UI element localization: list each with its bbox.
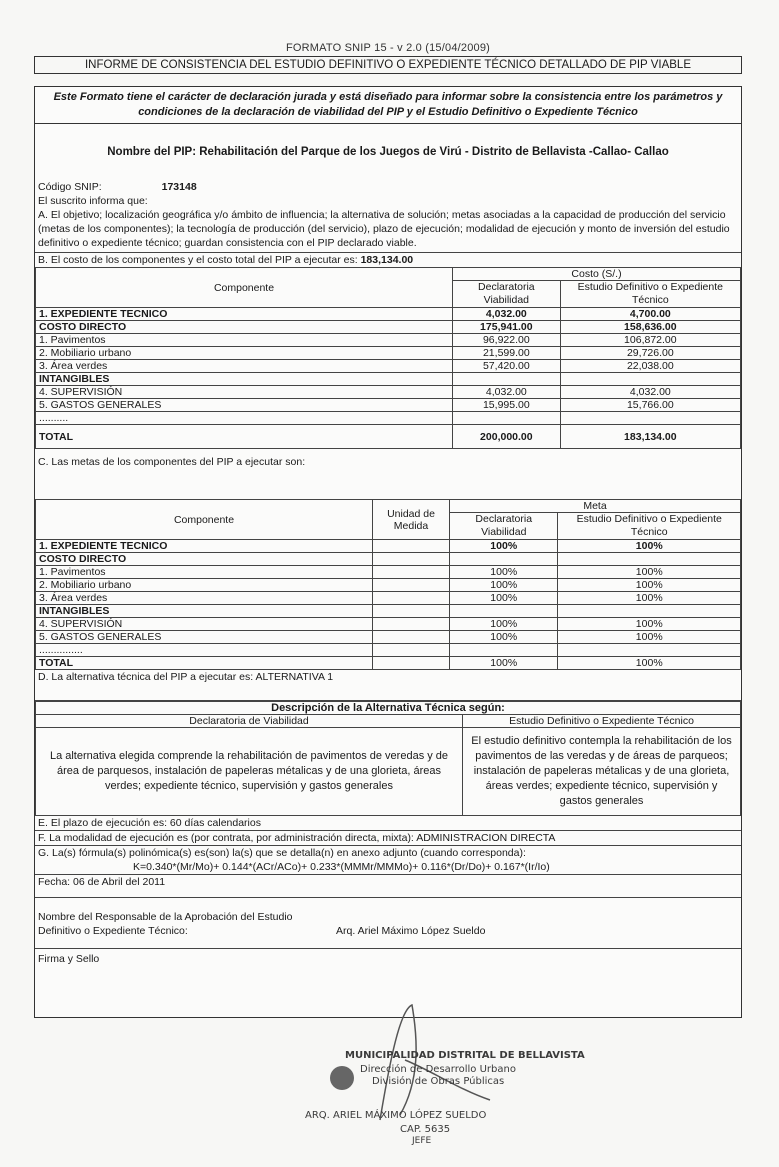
desc-header-decl: Declaratoria de Viabilidad: [36, 715, 463, 728]
meta-cell-est: 100%: [558, 579, 741, 592]
meta-total-est: 100%: [558, 657, 741, 670]
section-f-text: F. La modalidad de ejecución es (por contrata, por administración directa, mixta): ADMINISTRACION DIRECTA: [35, 831, 741, 846]
section-b-label: B. El costo de los componentes y el costo total del PIP a ejecutar es:: [38, 254, 358, 266]
meta-cell-est: 100%: [558, 540, 741, 553]
document-page: [34, 42, 742, 1018]
stamp-signature-name: ARQ. ARIEL MÁXIMO LÓPEZ SUELDO: [305, 1110, 487, 1121]
cost-cell-decl: 4,032.00: [453, 386, 561, 399]
cost-cell-est: 22,038.00: [560, 360, 740, 373]
desc-decl-text: La alternativa elegida comprende la rehabilitación de pavimentos de veredas y de área de parquesos, instalación de papeleras métalicas y de una glorieta, áreas verdes; expediente técnico, supervisión y gastos generales: [36, 728, 463, 816]
cost-header-decl: Declaratoria Viabilidad: [453, 281, 561, 308]
meta-cell-decl: 100%: [450, 631, 558, 644]
meta-row: [36, 618, 741, 631]
cost-row: [36, 308, 741, 321]
fecha-text: Fecha: 06 de Abril del 2011: [35, 875, 741, 898]
cost-cell-label: 2. Mobiliario urbano: [36, 347, 453, 360]
meta-cell-unidad: [373, 605, 450, 618]
cost-total-decl: 200,000.00: [453, 425, 561, 449]
cost-row: [36, 360, 741, 373]
meta-header-decl: Declaratoria Viabilidad: [450, 513, 558, 540]
intro-text: Este Formato tiene el carácter de declaración jurada y está diseñado para informar sobre la consistencia entre los parámetros y condiciones de la declaración de viabilidad del PIP y el Estudio Definitivo o Expediente Técnico: [35, 87, 741, 124]
stamp-cap: CAP. 5635: [400, 1124, 451, 1135]
meta-cell-decl: 100%: [450, 579, 558, 592]
meta-table: [35, 499, 741, 670]
codigo-snip-value: 173148: [161, 181, 197, 193]
meta-header-meta: Meta: [450, 500, 741, 513]
meta-cell-est: 100%: [558, 618, 741, 631]
meta-cell-decl: [450, 553, 558, 566]
signature-stroke: [380, 1005, 490, 1120]
cost-cell-decl: 175,941.00: [453, 321, 561, 334]
meta-row: [36, 631, 741, 644]
responsable-label: Nombre del Responsable de la Aprobación del Estudio Definitivo o Expediente Técnico:: [38, 911, 293, 937]
cost-cell-label: COSTO DIRECTO: [36, 321, 453, 334]
cost-cell-decl: [453, 412, 561, 425]
codigo-snip-label: Código SNIP:: [38, 181, 102, 193]
cost-cell-label: 3. Área verdes: [36, 360, 453, 373]
cost-cell-est: 4,032.00: [560, 386, 740, 399]
meta-header-estudio: Estudio Definitivo o Expediente Técnico: [558, 513, 741, 540]
cost-cell-label: 1. EXPEDIENTE TECNICO: [36, 308, 453, 321]
cost-row: [36, 321, 741, 334]
cost-row: [36, 373, 741, 386]
meta-row: [36, 566, 741, 579]
meta-row: [36, 540, 741, 553]
meta-cell-est: 100%: [558, 566, 741, 579]
pip-name: Nombre del PIP: Rehabilitación del Parque de los Juegos de Virú - Distrito de Bellavista -Callao- Callao: [107, 146, 669, 158]
meta-row: [36, 579, 741, 592]
firma-label: Firma y Sello: [38, 953, 100, 965]
stamp-line-1: MUNICIPALIDAD DISTRITAL DE BELLAVISTA: [345, 1050, 585, 1061]
meta-cell-unidad: [373, 631, 450, 644]
cost-cell-label: ..........: [36, 412, 453, 425]
main-form: [34, 86, 742, 1018]
meta-cell-est: [558, 605, 741, 618]
cost-cell-decl: 96,922.00: [453, 334, 561, 347]
cost-total-label: TOTAL: [36, 425, 453, 449]
section-b-value: 183,134.00: [360, 254, 414, 266]
meta-cell-label: COSTO DIRECTO: [36, 553, 373, 566]
responsable-row: [35, 898, 741, 949]
meta-cell-label: INTANGIBLES: [36, 605, 373, 618]
cost-row: [36, 347, 741, 360]
cost-cell-label: INTANGIBLES: [36, 373, 453, 386]
cost-header-costo: Costo (S/.): [453, 268, 741, 281]
cost-row: [36, 386, 741, 399]
meta-cell-decl: 100%: [450, 618, 558, 631]
cost-cell-est: 29,726.00: [560, 347, 740, 360]
cost-header-component: Componente: [36, 268, 453, 308]
cost-row: [36, 334, 741, 347]
desc-est-text: El estudio definitivo contempla la rehabilitación de los pavimentos de las veredas y de áreas de parqueos; instalación de papeleras métalicas y de una glorieta, áreas verdes; expediente técnico, supervisión y gastos generales: [463, 728, 741, 816]
meta-cell-decl: 100%: [450, 566, 558, 579]
meta-cell-unidad: [373, 618, 450, 631]
meta-total-unidad: [373, 657, 450, 670]
cost-cell-label: 5. GASTOS GENERALES: [36, 399, 453, 412]
stamp-jefe: JEFE: [412, 1136, 432, 1146]
section-b-line: [35, 252, 741, 267]
stamp-line-2: Dirección de Desarrollo Urbano: [360, 1064, 516, 1075]
meta-cell-est: 100%: [558, 592, 741, 605]
meta-total-label: TOTAL: [36, 657, 373, 670]
section-a-text: A. El objetivo; localización geográfica y/o ámbito de influencia; la alternativa de solución; metas asociadas a la capacidad de producción del servicio (metas de los componentes); la tecnología de producción (del servicio), plazo de ejecución; modalidad de ejecución y monto de inversión del estudio definitivo o expediente técnico; guardan consistencia con el PIP declarado viable.: [38, 209, 730, 249]
meta-cell-est: [558, 553, 741, 566]
cost-cell-est: [560, 373, 740, 386]
meta-cell-label: 2. Mobiliario urbano: [36, 579, 373, 592]
section-c-text: C. Las metas de los componentes del PIP a ejecutar son:: [38, 456, 306, 468]
meta-total-decl: 100%: [450, 657, 558, 670]
meta-cell-est: [558, 644, 741, 657]
cost-cell-decl: 4,032.00: [453, 308, 561, 321]
meta-cell-decl: 100%: [450, 592, 558, 605]
report-title: INFORME DE CONSISTENCIA DEL ESTUDIO DEFINITIVO O EXPEDIENTE TÉCNICO DETALLADO DE PIP VIABLE: [34, 56, 742, 74]
municipal-seal-icon: [330, 1066, 354, 1090]
stamp-line-3: División de Obras Públicas: [372, 1076, 505, 1087]
cost-cell-est: 158,636.00: [560, 321, 740, 334]
cost-cell-est: 106,872.00: [560, 334, 740, 347]
responsable-name: Arq. Ariel Máximo López Sueldo: [336, 925, 486, 937]
cost-header-estudio: Estudio Definitivo o Expediente Técnico: [560, 281, 740, 308]
meta-header-component: Componente: [36, 500, 373, 540]
cost-row: [36, 399, 741, 412]
cost-cell-label: 4. SUPERVISIÓN: [36, 386, 453, 399]
meta-row: [36, 592, 741, 605]
meta-cell-decl: [450, 644, 558, 657]
meta-cell-label: 1. EXPEDIENTE TECNICO: [36, 540, 373, 553]
cost-cell-decl: [453, 373, 561, 386]
section-d-text: D. La alternativa técnica del PIP a ejecutar es: ALTERNATIVA 1: [35, 670, 741, 701]
cost-cell-decl: 21,599.00: [453, 347, 561, 360]
meta-cell-label: 4. SUPERVISIÓN: [36, 618, 373, 631]
desc-table: [35, 701, 741, 816]
desc-header-estudio: Estudio Definitivo o Expediente Técnico: [463, 715, 741, 728]
meta-cell-unidad: [373, 566, 450, 579]
meta-cell-decl: [450, 605, 558, 618]
cost-total-est: 183,134.00: [560, 425, 740, 449]
codigo-snip-row: [35, 180, 741, 194]
meta-row: [36, 644, 741, 657]
section-e-text: E. El plazo de ejecución es: 60 días calendarios: [35, 816, 741, 831]
cost-cell-est: 15,766.00: [560, 399, 740, 412]
meta-cell-label: ...............: [36, 644, 373, 657]
meta-cell-decl: 100%: [450, 540, 558, 553]
cost-cell-decl: 57,420.00: [453, 360, 561, 373]
suscrito-text: El suscrito informa que:: [38, 195, 148, 207]
cost-table: [35, 267, 741, 449]
meta-row: [36, 553, 741, 566]
desc-title: Descripción de la Alternativa Técnica según:: [36, 702, 741, 715]
meta-cell-label: 3. Área verdes: [36, 592, 373, 605]
cost-row: [36, 412, 741, 425]
meta-cell-label: 5. GASTOS GENERALES: [36, 631, 373, 644]
cost-cell-est: [560, 412, 740, 425]
cost-cell-est: 4,700.00: [560, 308, 740, 321]
cost-cell-label: 1. Pavimentos: [36, 334, 453, 347]
format-title: FORMATO SNIP 15 - v 2.0 (15/04/2009): [285, 42, 491, 54]
meta-cell-label: 1. Pavimentos: [36, 566, 373, 579]
meta-cell-unidad: [373, 540, 450, 553]
cost-cell-decl: 15,995.00: [453, 399, 561, 412]
meta-cell-unidad: [373, 553, 450, 566]
meta-row: [36, 605, 741, 618]
formula-text: K=0.340*(Mr/Mo)+ 0.144*(ACr/ACo)+ 0.233*(MMMr/MMMo)+ 0.116*(Dr/Do)+ 0.167*(Ir/Io): [35, 860, 741, 875]
meta-cell-est: 100%: [558, 631, 741, 644]
section-g-text: G. La(s) fórmula(s) polinómica(s) es(son) la(s) que se detalla(n) en anexo adjunto (cuando corresponda):: [38, 847, 526, 859]
meta-header-unidad: Unidad de Medida: [373, 500, 450, 540]
meta-cell-unidad: [373, 644, 450, 657]
meta-cell-unidad: [373, 579, 450, 592]
meta-cell-unidad: [373, 592, 450, 605]
